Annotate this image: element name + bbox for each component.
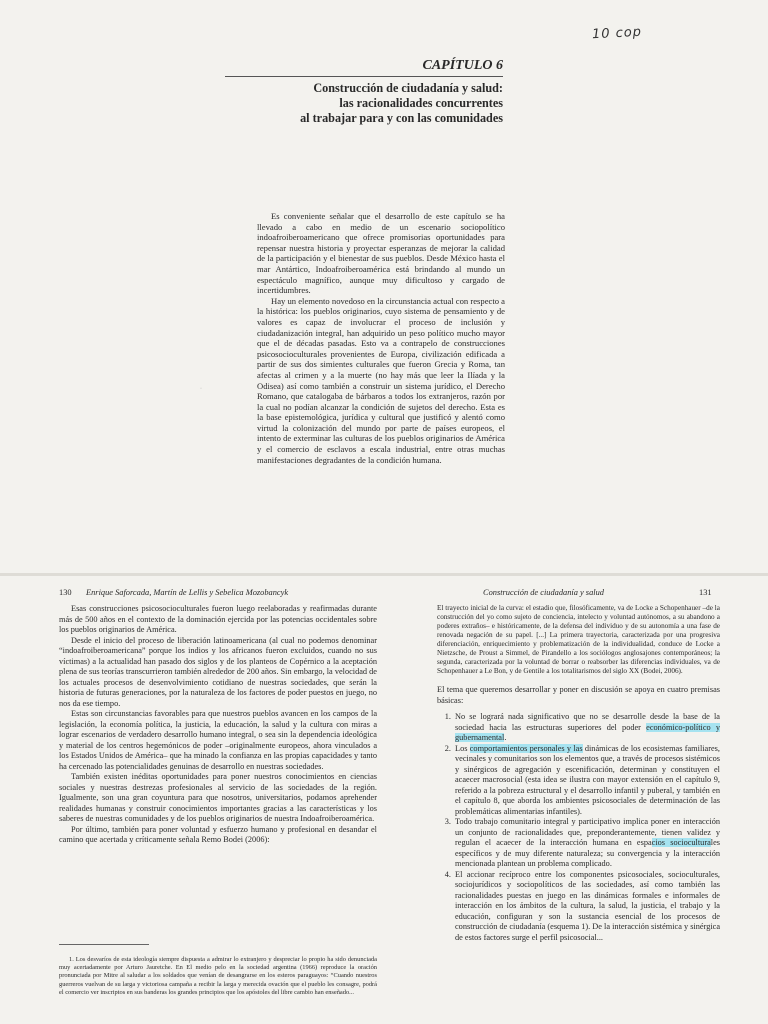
premise-text: Todo trabajo comunitario integral y participativo implica poner en interacción un conjunto de racionalidades que, preponderantemente, tienen validez y regulan el acaecer de la interacción humana en espa: [455, 817, 720, 847]
body-paragraph: Estas son circunstancias favorables para que nuestros pueblos avancen en los campos de la legislación, la economía política, la justicia, la educación, la salud y la cultura con miras a lograr escenarios de verdadero desarrollo humano integral, o sea sin la dependencia ideológica y material de los centros hegemónicos de poder –originalmente europeos, ahora vinculados a los Estados Unidos de América– que ha minado la confianza en las propias capacidades y tanto ha cercenado las potencialidades genuinas de desarrollo en nuestras sociedades.: [59, 709, 377, 771]
premise-item: [453, 712, 720, 744]
footnote-rule: [59, 944, 149, 945]
left-folio: 130: [59, 588, 72, 597]
right-folio: 131: [699, 588, 712, 597]
body-paragraph: Por último, también para poner voluntad y esfuerzo humano y profesional en desandar el camino que acertada y críticamente señala Remo Bodei (2006):: [59, 824, 377, 844]
page-divider: [0, 573, 768, 576]
body-paragraph: También existen inéditas oportunidades para poner nuestros conocimientos en ciencias sociales y nuestras destrezas profesionales al servicio de las sociedades de la región. Igualmente, son una gran coyuntura para que nosotros, universitarios, podamos aprehender realidades humanas y construir conocimientos importantes gracias a las características y los saberes de nuestras comunidades y de los pueblos originarios de nuestra Indoafroiberoamérica.: [59, 772, 377, 823]
intro-text: [257, 211, 505, 465]
premises-list: [437, 712, 720, 943]
block-quote: El trayecto inicial de la curva: el estadio que, filosóficamente, va de Locke a Schopenhauer –de la construcción del yo como sujeto de conciencia, intelecto y voluntad autónomos, a su abandono a poderes extraños– e históricamente, de la defensa del individuo y de su autonomía a una fase de renovada negación de su papel. [...] La primera trayectoria, caracterizada por una progresiva diferenciación, enriquecimiento y problematización de la individualidad, conduce de Locke a Nietzsche, de Proust a Simmel, de Pirandello a los sociólogos anglosajones contemporáneos; la segunda, caracterizada por la voluntad de borrar o reabsorber las diferencias individuales, va de Schopenhauer a Le Bon, y de Gentile a los totalitarismos del siglo XX (Bodei, 2006).: [437, 604, 720, 675]
chapter-title-line: al trabajar para y con las comunidades: [300, 111, 503, 125]
premise-text: .: [504, 733, 507, 742]
premise-text: El accionar recíproco entre los componentes psicosociales, socioculturales, sociojurídicos y sociopolíticos de las sociedades, así como también las racionalidades puestas en juego en las dinámicas formales e informales de interacción en los ámbitos de la cultura, la salud, la justicia, el trabajo y la educación, configuran y son la sustancia esencial de los procesos de construcción de ciudadanía (esquema 1). De la interacción sistémica y sinérgica de estos factores surge el perfil psicosocial...: [455, 869, 721, 942]
premise-item: [453, 744, 720, 818]
right-running-head: Construcción de ciudadanía y salud: [483, 588, 604, 597]
left-running-head: Enrique Saforcada, Martín de Lellis y Sebelica Mozobancyk: [86, 588, 289, 597]
premise-item: [453, 817, 720, 870]
body-paragraph: Desde el inicio del proceso de liberación latinoamericana (al cual no podemos denominar “indoafroiberoamericana” porque los indios y los africanos fueron excluidos, cuando no sus víctimas) a la actualidad han pasado dos siglos y de los planteos de Copérnico a la aceptación plena de sus teorías transcurrieron también alrededor de 200 años. Sin embargo, la velocidad de los actuales procesos de desenvolvimiento cotidiano de nuestras sociedades, que serán la historia de futuras generaciones, por la naturaleza de los factores de poder puestos en juego, no nos da ese tiempo.: [59, 635, 377, 708]
chapter-label: CAPÍTULO 6: [422, 58, 503, 73]
highlighted-text: comportamientos personales y las: [469, 743, 583, 753]
intro-paragraph: Es conveniente señalar que el desarrollo de este capítulo se ha llevado a cabo en medio de un escenario sociopolítico indoafroiberoamericano que ofrece promisorias oportunidades para repensar nuestra historia y proyectar esperanzas de mejorar la calidad de la participación y el bienestar de sus pueblos. Desde México hasta el mar Antártico, Indoafroiberoamérica está brindando al mundo un espectáculo magnífico, aunque muy dificultoso y cargado de incertidumbres.: [257, 211, 505, 296]
handwritten-note: 10 cop: [591, 24, 643, 43]
premises-lead: El tema que queremos desarrollar y poner en discusión se apoya en cuatro premisas básicas:: [437, 685, 720, 705]
scan-speck: ·: [200, 386, 202, 392]
chapter-title: [183, 81, 503, 126]
highlighted-text: cios sociocultura: [651, 838, 711, 847]
body-paragraph: Esas construcciones psicosocioculturales fueron luego reelaboradas y reafirmadas durante más de 500 años en el contexto de la dominación ejercida por las potencias occidentales sobre los pueblos originarios de América.: [59, 604, 377, 634]
premise-text: les específicos y de muy diferente naturaleza; su convergencia y la interacción mencionada plantean un problema complicado.: [455, 838, 720, 868]
footnote-text: 1. Los desvaríos de esta ideología siempre dispuesta a admirar lo extranjero y despreciar lo propio ha sido denunciada muy acertadamente por Arturo Jauretche. En El medio pelo en la sociedad argentina (1966) reproduce la oración pronunciada por Mitre al saludar a los soldados que venían de desangrarse en los esteros paraguayos: “Cuando nuestros guerreros vuelvan de su larga y victoriosa campaña a recibir la larga y merecida ovación que el pueblo les consagre, podrá el comercio ver inscriptos en sus banderas los grandes principios que los apóstoles del libre cambio han enseñado...: [59, 956, 377, 996]
premise-item: [453, 870, 720, 944]
premise-text: Los: [455, 743, 470, 753]
footnote: [59, 956, 377, 997]
chapter-title-line: las racionalidades concurrentes: [339, 96, 503, 110]
right-body-text: [437, 604, 720, 943]
chapter-rule: [225, 76, 503, 77]
premise-text: No se logrará nada significativo que no se desarrolle desde la base de la sociedad hacia las estructuras superiores del poder: [455, 712, 720, 732]
premise-text: dinámicas de los ecosistemas familiares, vecinales y comunitarios son los elementos que, a través de procesos sistémicos y sinérgicos de agregación y escenificación, determinan y constituyen el acaecer macrosocial (esta idea se ilustra con mayor extensión en el capítulo 9, referido a la pobreza estructural y el desarrollo infantil y puberal, y también en el capítulo 8, que aborda los ambientes psicosociales de determinación de las problemáticas alimentarias infantiles).: [455, 743, 720, 816]
left-body-text: [59, 604, 377, 846]
highlighted-text: económico-político y gubernamental: [455, 722, 720, 742]
intro-paragraph: Hay un elemento novedoso en la circunstancia actual con respecto a la histórica: los pueblos originarios, cuyo sistema de pensamiento y de valores es capaz de involucrar el proceso de inclusión y ciudadanización integral, han adquirido un peso político mucho mayor que el de décadas pasadas. Esto va a contrapelo de construcciones psicosocioculturales provenientes de Europa, civilización edificada a partir de sus dos simientes culturales que fueron Grecia y Roma, tan afectas al crimen y a la muerte (no hay más que leer la Ilíada y la Odisea) así como también a construir un sistema jurídico, el Derecho Romano, que catalogaba de bárbaros a todos los extranjeros, razón por la cual no podían alcanzar la condición de sujetos del derecho. Esta es la base epistemológica, jurídica y cultural que justificó y alentó como virtud la colonización del mundo por parte de países europeos, el intento de exterminar las culturas de los pueblos originarios de América y el comercio de esclavos a escala industrial, entre otras muchas manifestaciones degradantes de la condición humana.: [257, 295, 505, 465]
chapter-title-line: Construcción de ciudadanía y salud:: [313, 81, 503, 95]
